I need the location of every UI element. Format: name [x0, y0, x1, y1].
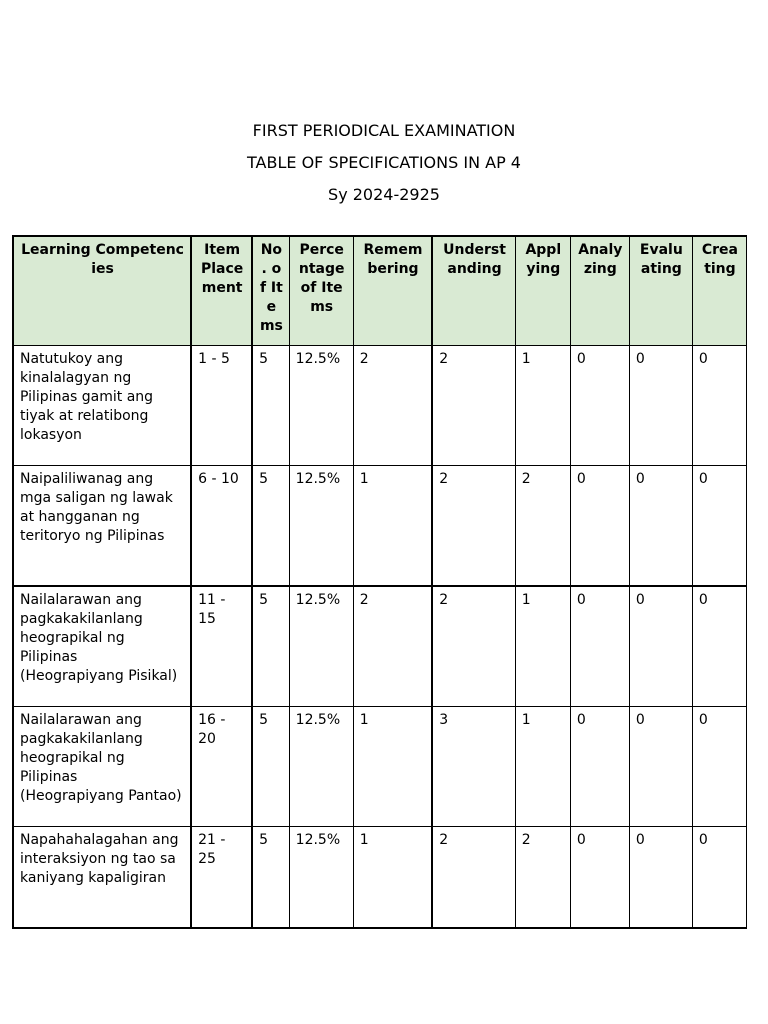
applying-cell: 2	[515, 827, 570, 929]
placement-cell: 1 - 5	[191, 346, 252, 466]
items-cell: 5	[252, 346, 289, 466]
evaluating-cell: 0	[629, 707, 692, 827]
analyzing-cell: 0	[570, 466, 629, 587]
creating-cell: 0	[692, 827, 746, 929]
header-remembering: Remem bering	[353, 236, 432, 346]
items-cell: 5	[252, 586, 289, 707]
remembering-cell: 1	[353, 707, 432, 827]
header-applying: Appl ying	[515, 236, 570, 346]
table-row	[13, 586, 747, 707]
exam-title: FIRST PERIODICAL EXAMINATION	[252, 121, 516, 140]
placement-cell: 11 - 15	[191, 586, 252, 707]
competency-cell: Naipaliliwanag ang mga saligan ng lawak at hangganan ng teritoryo ng Pilipinas	[13, 466, 191, 587]
creating-cell: 0	[692, 466, 746, 587]
header-row	[13, 236, 747, 346]
applying-cell: 1	[515, 586, 570, 707]
remembering-cell: 1	[353, 466, 432, 587]
understanding-cell: 2	[432, 586, 515, 707]
evaluating-cell: 0	[629, 346, 692, 466]
competency-cell: Natutukoy ang kinalalagyan ng Pilipinas gamit ang tiyak at relatibong lokasyon	[13, 346, 191, 466]
items-cell: 5	[252, 707, 289, 827]
header-evaluating: Evalu ating	[629, 236, 692, 346]
table-row	[13, 466, 747, 587]
evaluating-cell: 0	[629, 586, 692, 707]
percentage-cell: 12.5%	[289, 827, 353, 929]
understanding-cell: 2	[432, 827, 515, 929]
header-creating: Crea ting	[692, 236, 746, 346]
percentage-cell: 12.5%	[289, 466, 353, 587]
analyzing-cell: 0	[570, 346, 629, 466]
evaluating-cell: 0	[629, 466, 692, 587]
header-understanding: Underst anding	[432, 236, 515, 346]
creating-cell: 0	[692, 586, 746, 707]
creating-cell: 0	[692, 707, 746, 827]
understanding-cell: 3	[432, 707, 515, 827]
items-cell: 5	[252, 466, 289, 587]
analyzing-cell: 0	[570, 827, 629, 929]
competency-cell: Nailalarawan ang pagkakakilanlang heograpikal ng Pilipinas (Heograpiyang Pantao)	[13, 707, 191, 827]
applying-cell: 1	[515, 346, 570, 466]
creating-cell: 0	[692, 346, 746, 466]
table-row	[13, 827, 747, 929]
header-item-placement: Item Place ment	[191, 236, 252, 346]
remembering-cell: 2	[353, 346, 432, 466]
table-row	[13, 346, 747, 466]
competency-cell: Nailalarawan ang pagkakakilanlang heograpikal ng Pilipinas (Heograpiyang Pisikal)	[13, 586, 191, 707]
items-cell: 5	[252, 827, 289, 929]
applying-cell: 2	[515, 466, 570, 587]
document-title	[0, 121, 768, 217]
placement-cell: 6 - 10	[191, 466, 252, 587]
placement-cell: 16 - 20	[191, 707, 252, 827]
header-analyzing: Analy zing	[570, 236, 629, 346]
placement-cell: 21 - 25	[191, 827, 252, 929]
table-title: TABLE OF SPECIFICATIONS IN AP 4	[247, 153, 521, 172]
analyzing-cell: 0	[570, 707, 629, 827]
evaluating-cell: 0	[629, 827, 692, 929]
remembering-cell: 1	[353, 827, 432, 929]
header-learning-competencies: Learning Competencies	[13, 236, 191, 346]
school-year: Sy 2024-2925	[328, 185, 440, 204]
understanding-cell: 2	[432, 466, 515, 587]
percentage-cell: 12.5%	[289, 586, 353, 707]
percentage-cell: 12.5%	[289, 707, 353, 827]
remembering-cell: 2	[353, 586, 432, 707]
header-percentage: Perce ntage of Items	[289, 236, 353, 346]
header-no-of-items: No . of Ite ms	[252, 236, 289, 346]
competency-cell: Napahahalagahan ang interaksiyon ng tao sa kaniyang kapaligiran	[13, 827, 191, 929]
table-of-specifications	[12, 235, 747, 929]
analyzing-cell: 0	[570, 586, 629, 707]
percentage-cell: 12.5%	[289, 346, 353, 466]
table-row	[13, 707, 747, 827]
understanding-cell: 2	[432, 346, 515, 466]
applying-cell: 1	[515, 707, 570, 827]
